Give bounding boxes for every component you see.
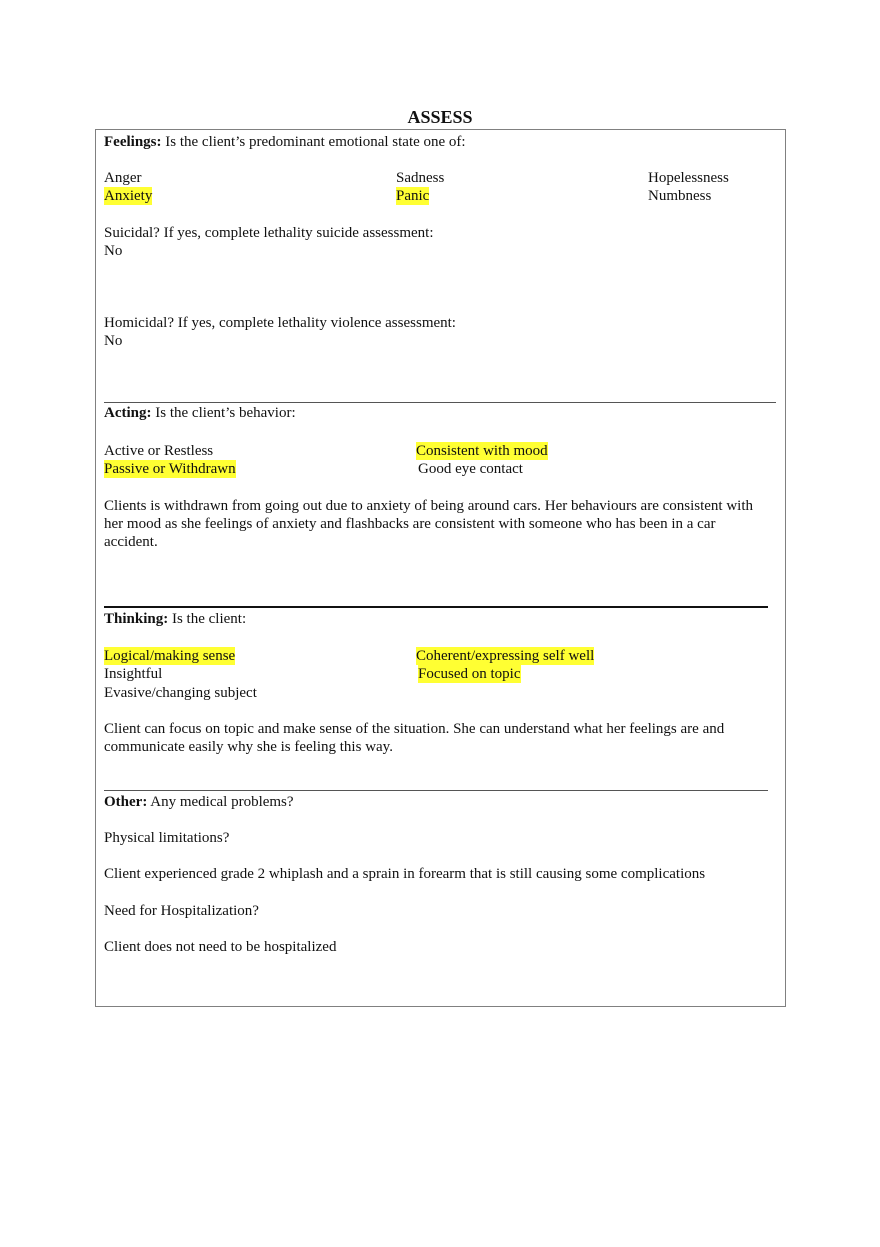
acting-prompt: Is the client’s behavior: (155, 405, 296, 421)
hospitalization-answer: Client does not need to be hospitalized (104, 939, 337, 955)
acting-option-consistent: Consistent with mood (416, 443, 548, 459)
thinking-option-logical: Logical/making sense (104, 648, 236, 664)
acting-header (104, 404, 296, 422)
acting-label: Acting: (104, 405, 152, 421)
feelings-label: Feelings: (104, 134, 162, 150)
suicidal-answer: No (104, 243, 123, 259)
other-label: Other: (104, 794, 148, 810)
other-prompt: Any medical problems? (150, 794, 294, 810)
section-divider (104, 790, 768, 791)
thinking-notes: Client can focus on topic and make sense of the situation. She can understand what her feelings are and communicate easily why she is feeling this way. (104, 721, 725, 755)
feelings-option-numbness: Numbness (648, 188, 712, 204)
section-divider (104, 606, 768, 608)
feelings-prompt: Is the client’s predominant emotional state one of: (165, 134, 466, 150)
acting-option-eye-contact: Good eye contact (418, 461, 523, 477)
feelings-option-anxiety: Anxiety (104, 188, 153, 204)
feelings-option-anger: Anger (104, 170, 142, 186)
suicidal-question: Suicidal? If yes, complete lethality suicide assessment: (104, 225, 434, 241)
thinking-option-insightful: Insightful (104, 666, 163, 682)
feelings-option-sadness: Sadness (396, 170, 445, 186)
feelings-option-hopelessness: Hopelessness (648, 170, 729, 186)
acting-option-active: Active or Restless (104, 443, 214, 459)
acting-option-passive: Passive or Withdrawn (104, 461, 236, 477)
hospitalization-question: Need for Hospitalization? (104, 903, 259, 919)
acting-notes: Clients is withdrawn from going out due to anxiety of being around cars. Her behaviours are consistent with her mood as she feelings of anxiety and flashbacks are consistent with someone who has been in a car accident. (104, 498, 754, 550)
feelings-header (104, 133, 466, 151)
feelings-option-panic: Panic (396, 188, 430, 204)
homicidal-answer: No (104, 333, 123, 349)
thinking-option-focused: Focused on topic (418, 666, 521, 682)
section-divider (104, 402, 776, 403)
thinking-prompt: Is the client: (171, 611, 247, 627)
thinking-label: Thinking: (104, 611, 169, 627)
page-title: ASSESS (407, 107, 473, 127)
physical-answer: Client experienced grade 2 whiplash and a sprain in forearm that is still causing some complications (104, 866, 706, 882)
thinking-option-coherent: Coherent/expressing self well (416, 648, 595, 664)
thinking-option-evasive: Evasive/changing subject (104, 685, 257, 701)
other-header (104, 793, 294, 811)
physical-question: Physical limitations? (104, 830, 230, 846)
homicidal-question: Homicidal? If yes, complete lethality violence assessment: (104, 315, 456, 331)
thinking-header (104, 610, 246, 628)
